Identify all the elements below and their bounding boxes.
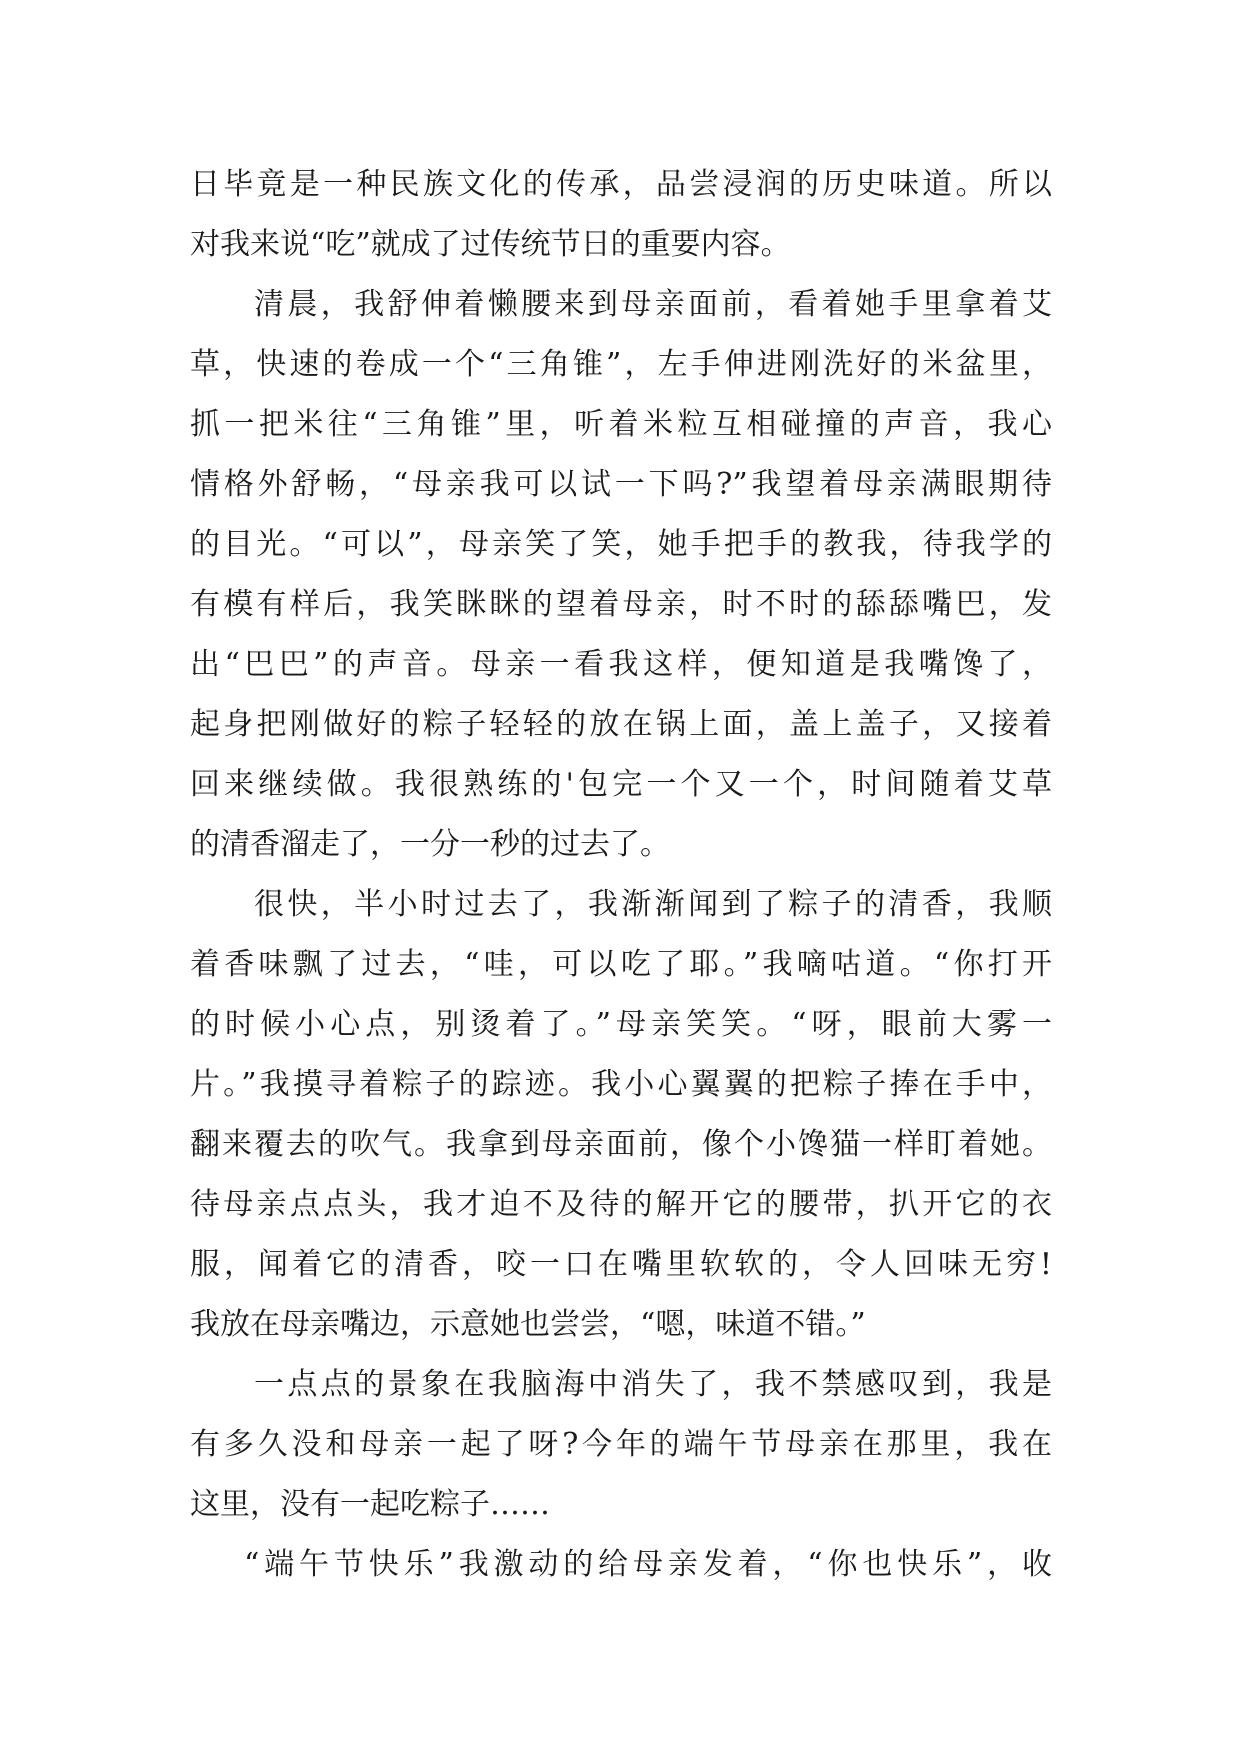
text-line: 情格外舒畅，“母亲我可以试一下吗?”我望着母亲满眼期待: [190, 467, 1052, 502]
text-line: 我放在母亲嘴边，示意她也尝尝，“嗯，味道不错。”: [190, 1307, 866, 1342]
text-line: 的时候小心点，别烫着了。”母亲笑笑。“呀，眼前大雾一: [190, 1007, 1052, 1042]
text-line: 的清香溜走了，一分一秒的过去了。: [190, 827, 670, 862]
text-line: 有模有样后，我笑眯眯的望着母亲，时不时的舔舔嘴巴，发: [190, 587, 1052, 622]
text-line: 着香味飘了过去，“哇，可以吃了耶。”我嘀咕道。“你打开: [190, 947, 1052, 982]
text-line: 起身把刚做好的粽子轻轻的放在锅上面，盖上盖子，又接着: [190, 707, 1052, 742]
text-line: 的目光。“可以”，母亲笑了笑，她手把手的教我，待我学的: [190, 527, 1052, 562]
text-line: “端午节快乐”我激动的给母亲发着，“你也快乐”，收: [244, 1547, 1052, 1582]
text-line: 翻来覆去的吹气。我拿到母亲面前，像个小馋猫一样盯着她。: [190, 1127, 1052, 1162]
text-line: 片。”我摸寻着粽子的踪迹。我小心翼翼的把粽子捧在手中，: [190, 1067, 1052, 1102]
text-line: 待母亲点点头，我才迫不及待的解开它的腰带，扒开它的衣: [190, 1187, 1052, 1222]
text-line: 一点点的景象在我脑海中消失了，我不禁感叹到，我是: [254, 1367, 1052, 1402]
text-line: 日毕竟是一种民族文化的传承，品尝浸润的历史味道。所以: [190, 167, 1052, 202]
text-line: 草，快速的卷成一个“三角锥”，左手伸进刚洗好的米盆里，: [190, 347, 1052, 382]
text-line: 很快，半小时过去了，我渐渐闻到了粽子的清香，我顺: [254, 887, 1052, 922]
body-text: [190, 155, 1052, 1595]
text-line: 回来继续做。我很熟练的'包完一个又一个，时间随着艾草: [190, 767, 1052, 802]
text-line: 对我来说“吃”就成了过传统节日的重要内容。: [190, 227, 791, 262]
text-line: 有多久没和母亲一起了呀?今年的端午节母亲在那里，我在: [190, 1427, 1052, 1462]
text-line: 这里，没有一起吃粽子……: [190, 1487, 550, 1522]
text-line: 抓一把米往“三角锥”里，听着米粒互相碰撞的声音，我心: [190, 407, 1052, 442]
text-line: 清晨，我舒伸着懒腰来到母亲面前，看着她手里拿着艾: [254, 287, 1052, 322]
text-line: 出“巴巴”的声音。母亲一看我这样，便知道是我嘴馋了，: [190, 647, 1052, 682]
text-line: 服，闻着它的清香，咬一口在嘴里软软的，令人回味无穷!: [190, 1247, 1052, 1282]
